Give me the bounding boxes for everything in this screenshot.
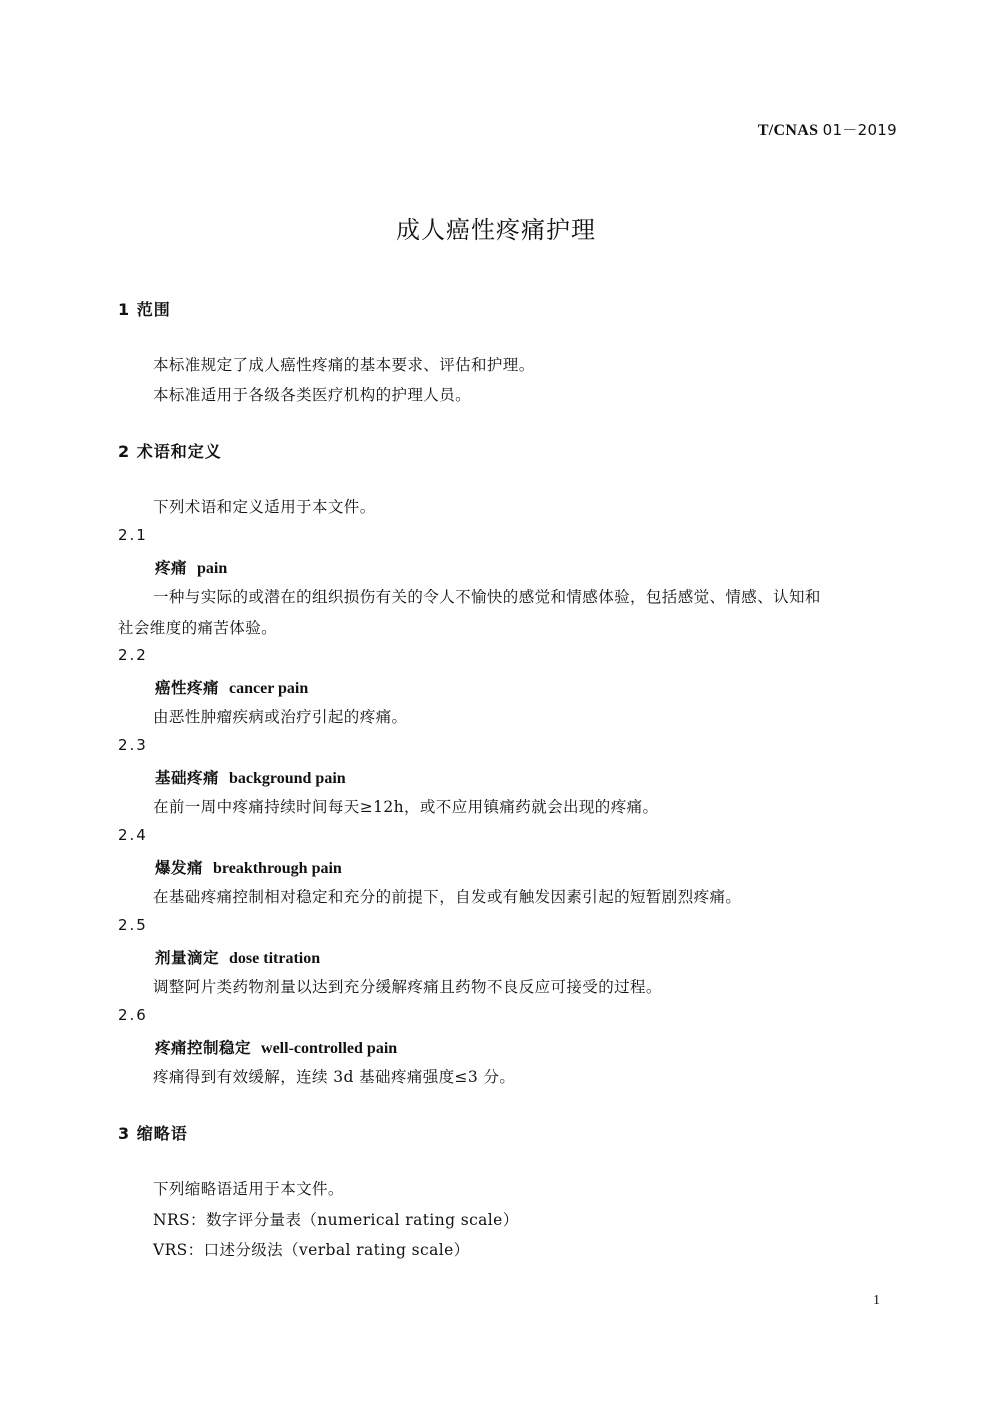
term-en: pain [197, 560, 228, 577]
standard-code [758, 119, 897, 140]
term-zh: 癌性疼痛 [155, 678, 220, 697]
document-title: 成人癌性疼痛护理 [396, 216, 596, 244]
section-heading-scope: 1 范围 [118, 300, 171, 319]
term-entry [155, 556, 227, 578]
term-en: background pain [229, 770, 346, 787]
term-entry [155, 676, 308, 698]
clause-number: 2.3 [118, 736, 148, 754]
paragraph: 下列术语和定义适用于本文件。 [153, 498, 376, 516]
clause-number: 2.2 [118, 646, 148, 664]
abbreviation-nrs: NRS：数字评分量表（numerical rating scale） [153, 1211, 519, 1229]
term-zh: 基础疼痛 [155, 768, 220, 787]
page-number: 1 [873, 1293, 880, 1308]
term-zh: 疼痛控制稳定 [155, 1038, 252, 1057]
clause-number: 2.5 [118, 916, 148, 934]
clause-number: 2.1 [118, 526, 148, 544]
definition: 在前一周中疼痛持续时间每天≥12h，或不应用镇痛药就会出现的疼痛。 [153, 798, 659, 816]
term-zh: 爆发痛 [155, 858, 204, 877]
term-entry [155, 946, 320, 968]
term-en: breakthrough pain [213, 860, 342, 877]
term-zh: 疼痛 [155, 558, 188, 577]
clause-number: 2.6 [118, 1006, 148, 1024]
paragraph: 本标准规定了成人癌性疼痛的基本要求、评估和护理。 [153, 356, 535, 374]
definition: 调整阿片类药物剂量以达到充分缓解疼痛且药物不良反应可接受的过程。 [153, 978, 662, 996]
definition: 疼痛得到有效缓解，连续 3d 基础疼痛强度≤3 分。 [153, 1068, 516, 1086]
term-entry [155, 856, 342, 878]
term-entry [155, 1036, 397, 1058]
clause-number: 2.4 [118, 826, 148, 844]
paragraph: 下列缩略语适用于本文件。 [153, 1180, 344, 1198]
term-entry [155, 766, 346, 788]
std-code-prefix: T/CNAS [757, 122, 819, 139]
term-zh: 剂量滴定 [155, 948, 220, 967]
definition: 一种与实际的或潜在的组织损伤有关的令人不愉快的感觉和情感体验，包括感觉、情感、认知和 [153, 588, 821, 606]
definition: 由恶性肿瘤疾病或治疗引起的疼痛。 [153, 708, 408, 726]
abbreviation-vrs: VRS：口述分级法（verbal rating scale） [153, 1241, 470, 1259]
term-en: well-controlled pain [261, 1040, 398, 1057]
std-code-year: 01－2019 [822, 121, 897, 139]
definition: 在基础疼痛控制相对稳定和充分的前提下，自发或有触发因素引起的短暂剧烈疼痛。 [153, 888, 742, 906]
term-en: cancer pain [229, 680, 309, 697]
definition: 社会维度的痛苦体验。 [118, 619, 278, 637]
term-en: dose titration [229, 950, 321, 967]
section-heading-terms: 2 术语和定义 [118, 442, 222, 461]
section-heading-abbreviations: 3 缩略语 [118, 1124, 188, 1143]
paragraph: 本标准适用于各级各类医疗机构的护理人员。 [153, 386, 472, 404]
